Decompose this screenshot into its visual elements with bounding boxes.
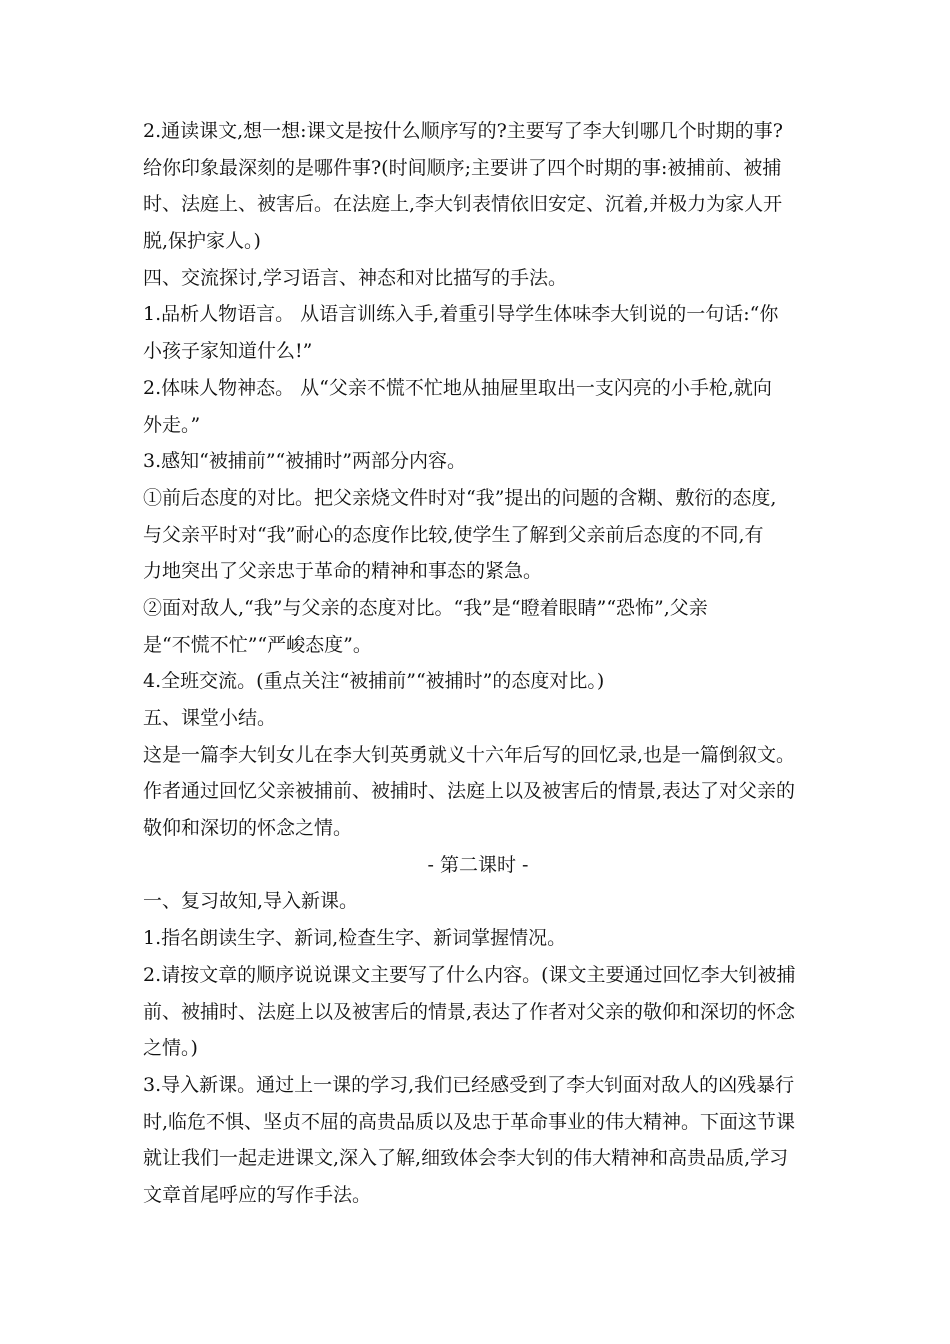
text-line: 这是一篇李大钊女儿在李大钊英勇就义十六年后写的回忆录,也是一篇倒叙文。 [143, 743, 796, 766]
text-line: 敬仰和深切的怀念之情。 [143, 817, 353, 840]
text-line: 2.通读课文,想一想:课文是按什么顺序写的?主要写了李大钊哪几个时期的事? [143, 120, 783, 142]
text-line: 2.请按文章的顺序说说课文主要写了什么内容。(课文主要通过回忆李大钊被捕 [143, 963, 796, 986]
lesson-title: - 第二课时 - [427, 853, 529, 876]
text-line: 作者通过回忆父亲被捕前、被捕时、法庭上以及被害后的情景,表达了对父亲的 [143, 780, 796, 803]
text-line: ①前后态度的对比。把父亲烧文件时对“我”提出的问题的含糊、敷衍的态度, [143, 486, 777, 509]
text-line: 给你印象最深刻的是哪件事?(时间顺序;主要讲了四个时期的事:被捕前、被捕 [143, 156, 782, 179]
text-line: 3.导入新课。通过上一课的学习,我们已经感受到了李大钊面对敌人的凶残暴行 [143, 1073, 795, 1096]
text-line: 时,临危不惧、坚贞不屈的高贵品质以及忠于革命事业的伟大精神。下面这节课 [143, 1110, 796, 1133]
text-line: 小孩子家知道什么!” [143, 340, 313, 363]
text-line: 力地突出了父亲忠于革命的精神和事态的紧急。 [143, 560, 543, 583]
text-line: 就让我们一起走进课文,深入了解,细致体会李大钊的伟大精神和高贵品质,学习 [143, 1147, 789, 1170]
text-line: 脱,保护家人。) [143, 230, 261, 253]
text-line: 之情。) [143, 1037, 198, 1060]
text-line: 2.体味人物神态。 从“父亲不慌不忙地从抽屉里取出一支闪亮的小手枪,就向 [143, 376, 772, 399]
text-line: 外走。” [143, 413, 201, 436]
text-line: 文章首尾呼应的写作手法。 [143, 1183, 372, 1206]
section-heading: 五、课堂小结。 [143, 707, 277, 729]
text-line: 1.指名朗读生字、新词,检查生字、新词掌握情况。 [143, 927, 567, 950]
document-body [143, 113, 813, 1214]
text-line: 是“不慌不忙”“严峻态度”。 [143, 633, 372, 656]
text-line: 4.全班交流。(重点关注“被捕前”“被捕时”的态度对比。) [143, 670, 605, 693]
text-line: 与父亲平时对“我”耐心的态度作比较,使学生了解到父亲前后态度的不同,有 [143, 523, 764, 546]
text-line: 时、法庭上、被害后。在法庭上,李大钊表情依旧安定、沉着,并极力为家人开 [143, 193, 783, 216]
section-heading: 四、交流探讨,学习语言、神态和对比描写的手法。 [143, 266, 568, 289]
text-line: 1.品析人物语言。 从语言训练入手,着重引导学生体味李大钊说的一句话:“你 [143, 303, 779, 326]
text-line: 3.感知“被捕前”“被捕时”两部分内容。 [143, 450, 466, 473]
text-line: 前、被捕时、法庭上以及被害后的情景,表达了作者对父亲的敬仰和深切的怀念 [143, 1000, 796, 1023]
section-heading: 一、复习故知,导入新课。 [143, 890, 359, 913]
text-line: ②面对敌人,“我”与父亲的态度对比。“我”是“瞪着眼睛”“恐怖”,父亲 [143, 596, 708, 619]
